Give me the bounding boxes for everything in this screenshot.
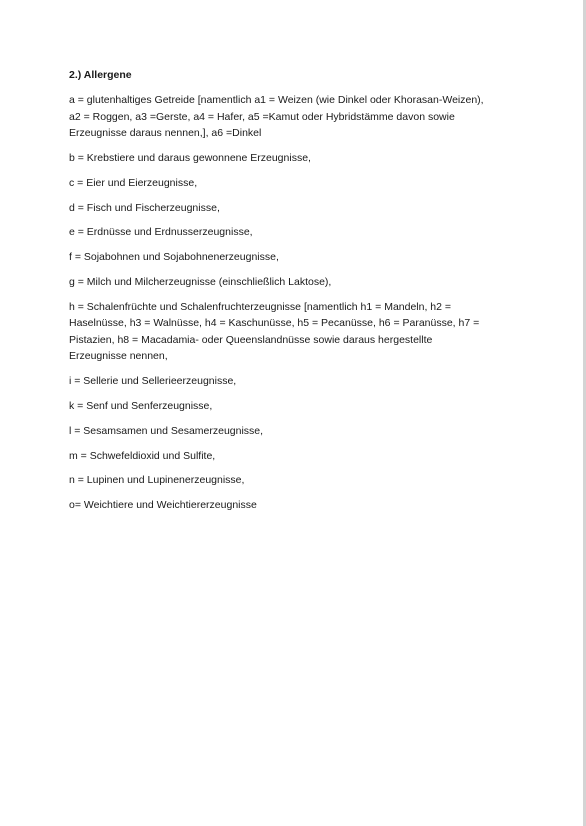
allergen-text-line: Haselnüsse, h3 = Walnüsse, h4 = Kaschunüsse, h5 = Pecanüsse, h6 = Paranüsse, h7 = <box>69 317 480 330</box>
allergen-item <box>69 423 529 440</box>
allergen-text-line: d = Fisch und Fischerzeugnisse, <box>69 201 220 214</box>
allergen-item <box>69 448 529 465</box>
allergen-text-line: k = Senf und Senferzeugnisse, <box>69 400 213 412</box>
document-content <box>69 67 529 522</box>
allergen-item <box>69 274 529 291</box>
allergen-item <box>69 299 529 365</box>
allergen-text-line: l = Sesamsamen und Sesamerzeugnisse, <box>69 424 264 437</box>
allergen-text-line: Erzeugnisse nennen, <box>69 350 168 363</box>
allergen-text-line: n = Lupinen und Lupinenerzeugnisse, <box>69 474 245 487</box>
allergen-item <box>69 373 529 390</box>
allergen-text-line: b = Krebstiere und daraus gewonnene Erzeugnisse, <box>69 151 311 164</box>
allergen-text-line: g = Milch und Milcherzeugnisse (einschließlich Laktose), <box>69 275 332 288</box>
allergen-text-line: e = Erdnüsse und Erdnusserzeugnisse, <box>69 226 253 239</box>
allergen-list <box>69 92 529 514</box>
allergen-item <box>69 398 529 415</box>
allergen-text-line: c = Eier und Eierzeugnisse, <box>69 176 198 189</box>
section-heading: 2.) Allergene <box>69 69 132 81</box>
allergen-item <box>69 200 529 217</box>
allergen-item <box>69 472 529 489</box>
allergen-text-line: h = Schalenfrüchte und Schalenfruchterzeugnisse [namentlich h1 = Mandeln, h2 = <box>69 300 452 313</box>
allergen-text-line: f = Sojabohnen und Sojabohnenerzeugnisse, <box>69 251 279 264</box>
allergen-text-line: a = glutenhaltiges Getreide [namentlich a1 = Weizen (wie Dinkel oder Khorasan-Weizen), <box>69 94 484 106</box>
allergen-item <box>69 92 529 142</box>
allergen-item <box>69 175 529 192</box>
allergen-item <box>69 249 529 266</box>
allergen-text-line: m = Schwefeldioxid und Sulfite, <box>69 449 216 462</box>
allergen-text-line: a2 = Roggen, a3 =Gerste, a4 = Hafer, a5 =Kamut oder Hybridstämme davon sowie <box>69 110 455 123</box>
allergen-item <box>69 224 529 241</box>
allergen-text-line: Pistazien, h8 = Macadamia- oder Queenslandnüsse sowie daraus hergestellte <box>69 333 433 346</box>
allergen-text-line: Erzeugnisse daraus nennen,], a6 =Dinkel <box>69 127 262 140</box>
allergen-item <box>69 497 529 514</box>
allergen-item <box>69 150 529 167</box>
allergen-text-line: o= Weichtiere und Weichtiererzeugnisse <box>69 499 257 512</box>
allergen-text-line: i = Sellerie und Sellerieerzeugnisse, <box>69 375 237 388</box>
